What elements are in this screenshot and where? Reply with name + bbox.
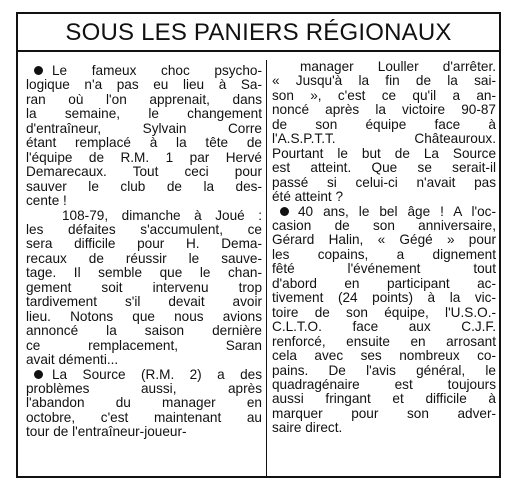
text-line: fêté l'événement tout xyxy=(272,261,496,277)
paragraph-gerard-halin xyxy=(272,205,496,436)
text-line: étant remplacé à la tête de xyxy=(26,135,262,151)
text-line: tour de l'entraîneur-joueur- xyxy=(26,424,187,440)
text-line: lieu. Notons que nous avions xyxy=(26,308,262,324)
paragraph-la-source-continued xyxy=(272,60,496,205)
text-line: été atteint ? xyxy=(272,189,344,205)
text-line: gement soit intervenu trop xyxy=(26,279,262,295)
text-line: l'équipe de R.M. 1 par Hervé xyxy=(26,149,262,165)
bullet-icon xyxy=(34,66,43,75)
text-line: de son équipe face à xyxy=(272,116,496,132)
text-line: octobre, c'est maintenant au xyxy=(26,409,262,425)
text-line: quadragénaire est toujours xyxy=(272,376,496,392)
text-run: La Source (R.M. 2) a des xyxy=(52,366,262,382)
text-line: l'abandon du manager en xyxy=(26,395,262,411)
text-line: toire de son équipe, l'U.S.O.- xyxy=(272,304,496,320)
bullet-icon xyxy=(280,207,289,216)
text-line: cente ! xyxy=(26,193,67,209)
text-line: saire direct. xyxy=(272,420,343,436)
text-line: noncé après la victoire 90-87 xyxy=(272,102,496,118)
text-line: recaux de réussir le sauve- xyxy=(26,250,262,266)
text-line: Demarecaux. Tout ceci pour xyxy=(26,164,262,180)
text-line: marquer pour son adver- xyxy=(272,405,496,421)
text-line: tivement (24 points) à la vic- xyxy=(272,290,496,306)
text-line: tardivement s'il devait avoir xyxy=(26,294,262,310)
text-line: Pourtant le but de La Source xyxy=(272,145,496,161)
text-line: C.L.T.O. face aux C.J.F. xyxy=(272,319,496,335)
paragraph-la-source xyxy=(26,368,262,440)
text-line: « Jusqu'à la fin de la sai- xyxy=(272,73,496,89)
bullet-icon xyxy=(34,370,43,379)
text-line: manager Louller d'arrêter. xyxy=(300,60,496,74)
text-line: problèmes aussi, après xyxy=(26,380,262,396)
text-run: 40 ans, le bel âge ! A l'oc- xyxy=(298,203,496,219)
text-line: l'A.S.P.T.T. Châteauroux. xyxy=(272,131,496,147)
text-line: Gérard Halin, « Gégé » pour xyxy=(272,232,496,248)
text-line: tage. Il semble que le chan- xyxy=(26,265,262,281)
text-line: sera difficile pour H. Dema- xyxy=(26,236,262,252)
text-line: son », c'est ce qu'il a an- xyxy=(272,87,496,103)
text-line: logique n'a pas eu lieu à Sa- xyxy=(26,77,262,93)
text-line: ran où l'on apprenait, dans xyxy=(26,91,262,107)
text-line xyxy=(272,205,496,219)
text-line xyxy=(26,368,262,382)
text-line xyxy=(26,64,262,78)
text-line: sauver le club de la des- xyxy=(26,178,262,194)
text-line: cela avec ses nombreux co- xyxy=(272,348,496,364)
text-line: les défaites s'accumulent, ce xyxy=(26,221,262,237)
text-run: Le fameux choc psycho- xyxy=(52,64,262,78)
text-line: d'entraîneur, Sylvain Corre xyxy=(26,120,262,136)
text-line: passé si celui-ci n'avait pas xyxy=(272,174,496,190)
right-column xyxy=(272,60,496,470)
text-line: pains. De l'avis général, le xyxy=(272,362,496,378)
paragraph-saran-coach xyxy=(26,64,262,209)
text-line: les copains, a dignement xyxy=(272,246,496,262)
text-line: aussi fringant et difficile à xyxy=(272,391,496,407)
text-line: est atteint. Que se serait-il xyxy=(272,160,496,176)
text-line: casion de son anniversaire, xyxy=(272,217,496,233)
text-line: annoncé la saison dernière xyxy=(26,323,262,339)
column-divider xyxy=(266,60,267,478)
paragraph-saran-defeat xyxy=(26,209,262,368)
text-line: ce remplacement, Saran xyxy=(26,337,262,353)
text-line: avait démenti... xyxy=(26,352,119,368)
text-line: d'abord en participant ac- xyxy=(272,275,496,291)
left-column xyxy=(26,64,262,476)
text-line: la semaine, le changement xyxy=(26,106,262,122)
text-line: 108-79, dimanche à Joué : xyxy=(62,207,262,223)
headline: SOUS LES PANIERS RÉGIONAUX xyxy=(18,14,499,52)
article-frame xyxy=(16,12,501,478)
text-line: renforcé, ensuite en arrosant xyxy=(272,333,496,349)
